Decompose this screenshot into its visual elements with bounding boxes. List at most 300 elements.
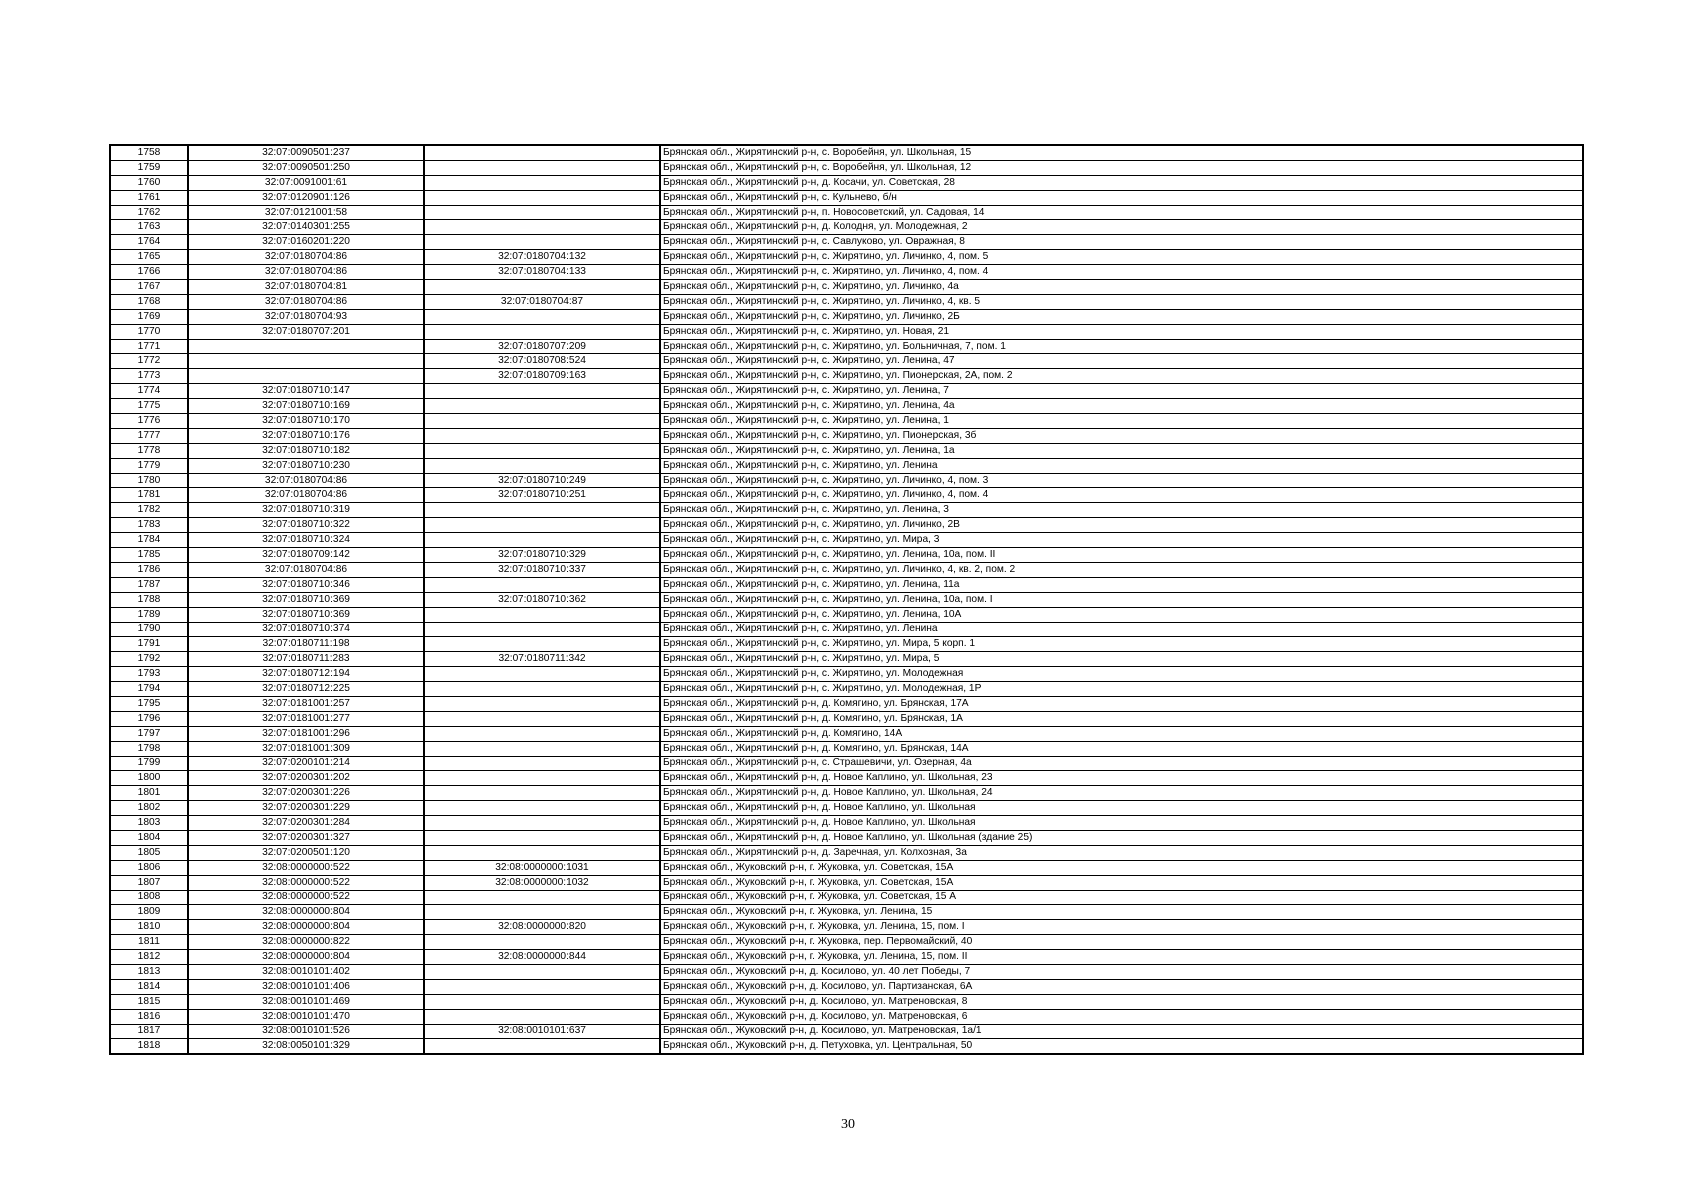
cadastral-number-cell: 32:07:0180710:319 [188,503,424,518]
cadastral-number-cell: 32:07:0181001:257 [188,696,424,711]
cadastral-number-cell: 32:07:0121001:58 [188,205,424,220]
cadastral-number-cell: 32:07:0180710:369 [188,592,424,607]
address-cell: Брянская обл., Жирятинский р-н, с. Жирятино, ул. Пионерская, 2А, пом. 2 [660,369,1583,384]
part-cadastral-number-cell: 32:07:0180710:362 [424,592,660,607]
table-row [110,905,1583,920]
row-number-cell: 1778 [110,443,188,458]
part-cadastral-number-cell: 32:07:0180704:87 [424,294,660,309]
table-row [110,622,1583,637]
table-row [110,756,1583,771]
cadastral-number-cell: 32:07:0180704:86 [188,250,424,265]
cadastral-number-cell: 32:07:0120901:126 [188,190,424,205]
cadastral-number-cell: 32:07:0180710:346 [188,577,424,592]
cadastral-number-cell: 32:07:0180711:283 [188,652,424,667]
row-number-cell: 1759 [110,160,188,175]
address-cell: Брянская обл., Жирятинский р-н, с. Жирятино, ул. Ленина, 4а [660,399,1583,414]
address-cell: Брянская обл., Жирятинский р-н, п. Новосоветский, ул. Садовая, 14 [660,205,1583,220]
row-number-cell: 1799 [110,756,188,771]
part-cadastral-number-cell [424,577,660,592]
part-cadastral-number-cell: 32:07:0180704:133 [424,265,660,280]
address-cell: Брянская обл., Жирятинский р-н, д. Комягино, ул. Брянская, 17А [660,696,1583,711]
part-cadastral-number-cell [424,443,660,458]
table-row [110,458,1583,473]
address-cell: Брянская обл., Жирятинский р-н, д. Колодня, ул. Молодежная, 2 [660,220,1583,235]
part-cadastral-number-cell [424,979,660,994]
table-row [110,637,1583,652]
table-row [110,741,1583,756]
part-cadastral-number-cell: 32:07:0180708:524 [424,354,660,369]
table-row [110,339,1583,354]
part-cadastral-number-cell [424,414,660,429]
part-cadastral-number-cell: 32:07:0180707:209 [424,339,660,354]
row-number-cell: 1818 [110,1039,188,1054]
part-cadastral-number-cell: 32:07:0180710:329 [424,548,660,563]
part-cadastral-number-cell [424,1039,660,1054]
table-row [110,503,1583,518]
part-cadastral-number-cell [424,280,660,295]
cadastral-number-cell: 32:07:0180710:322 [188,518,424,533]
part-cadastral-number-cell [424,801,660,816]
part-cadastral-number-cell [424,786,660,801]
address-cell: Брянская обл., Жирятинский р-н, д. Комягино, ул. Брянская, 1А [660,711,1583,726]
table-row [110,920,1583,935]
row-number-cell: 1803 [110,816,188,831]
address-cell: Брянская обл., Жуковский р-н, д. Косилово, ул. Матреновская, 1а/1 [660,1024,1583,1039]
part-cadastral-number-cell: 32:08:0010101:637 [424,1024,660,1039]
cadastral-number-cell: 32:07:0140301:255 [188,220,424,235]
row-number-cell: 1782 [110,503,188,518]
part-cadastral-number-cell [424,324,660,339]
cadastral-number-cell: 32:07:0090501:237 [188,145,424,160]
part-cadastral-number-cell: 32:07:0180709:163 [424,369,660,384]
cadastral-number-cell: 32:07:0200301:327 [188,830,424,845]
cadastral-number-cell: 32:08:0000000:804 [188,920,424,935]
table-row [110,309,1583,324]
address-cell: Брянская обл., Жуковский р-н, г. Жуковка, ул. Ленина, 15 [660,905,1583,920]
table-row [110,265,1583,280]
part-cadastral-number-cell [424,771,660,786]
row-number-cell: 1808 [110,890,188,905]
row-number-cell: 1796 [110,711,188,726]
table-row [110,726,1583,741]
cadastral-number-cell: 32:07:0181001:309 [188,741,424,756]
cadastral-number-cell: 32:08:0050101:329 [188,1039,424,1054]
table-row [110,324,1583,339]
table-row [110,518,1583,533]
cadastral-number-cell: 32:07:0180710:324 [188,533,424,548]
row-number-cell: 1790 [110,622,188,637]
cadastral-number-cell: 32:07:0180709:142 [188,548,424,563]
part-cadastral-number-cell [424,816,660,831]
address-cell: Брянская обл., Жирятинский р-н, д. Новое Каплино, ул. Школьная, 24 [660,786,1583,801]
table-row [110,860,1583,875]
table-row [110,667,1583,682]
part-cadastral-number-cell: 32:07:0180710:249 [424,473,660,488]
table-row [110,399,1583,414]
part-cadastral-number-cell: 32:07:0180711:342 [424,652,660,667]
cadastral-number-cell: 32:07:0180710:147 [188,384,424,399]
table-row [110,488,1583,503]
row-number-cell: 1815 [110,994,188,1009]
part-cadastral-number-cell [424,994,660,1009]
row-number-cell: 1814 [110,979,188,994]
address-cell: Брянская обл., Жирятинский р-н, д. Заречная, ул. Колхозная, 3а [660,845,1583,860]
cadastral-number-cell: 32:08:0000000:804 [188,905,424,920]
address-cell: Брянская обл., Жирятинский р-н, с. Жирятино, ул. Ленина [660,458,1583,473]
table-row [110,443,1583,458]
table-row [110,592,1583,607]
row-number-cell: 1816 [110,1009,188,1024]
address-cell: Брянская обл., Жирятинский р-н, с. Жирятино, ул. Молодежная [660,667,1583,682]
address-cell: Брянская обл., Жирятинский р-н, с. Жирятино, ул. Ленина, 10а, пом. II [660,548,1583,563]
cadastral-number-cell: 32:08:0010101:469 [188,994,424,1009]
address-cell: Брянская обл., Жуковский р-н, г. Жуковка, пер. Первомайский, 40 [660,935,1583,950]
address-cell: Брянская обл., Жирятинский р-н, с. Жирятино, ул. Ленина, 10а, пом. I [660,592,1583,607]
table-row [110,845,1583,860]
row-number-cell: 1781 [110,488,188,503]
address-cell: Брянская обл., Жирятинский р-н, с. Жирятино, ул. Больничная, 7, пом. 1 [660,339,1583,354]
table-row [110,428,1583,443]
row-number-cell: 1793 [110,667,188,682]
cadastral-number-cell: 32:07:0200301:284 [188,816,424,831]
cadastral-number-cell: 32:07:0091001:61 [188,175,424,190]
row-number-cell: 1762 [110,205,188,220]
address-cell: Брянская обл., Жирятинский р-н, д. Комягино, ул. Брянская, 14А [660,741,1583,756]
row-number-cell: 1774 [110,384,188,399]
table-row [110,771,1583,786]
row-number-cell: 1773 [110,369,188,384]
table-row [110,994,1583,1009]
part-cadastral-number-cell [424,711,660,726]
cadastral-number-cell: 32:07:0090501:250 [188,160,424,175]
address-cell: Брянская обл., Жирятинский р-н, с. Савлуково, ул. Овражная, 8 [660,235,1583,250]
address-cell: Брянская обл., Жирятинский р-н, с. Жирятино, ул. Мира, 5 корп. 1 [660,637,1583,652]
address-cell: Брянская обл., Жирятинский р-н, с. Жирятино, ул. Личинко, 4, пом. 4 [660,488,1583,503]
cadastral-number-cell: 32:07:0180710:369 [188,607,424,622]
cadastral-number-cell: 32:08:0010101:402 [188,964,424,979]
address-cell: Брянская обл., Жирятинский р-н, д. Новое Каплино, ул. Школьная, 23 [660,771,1583,786]
cadastral-number-cell: 32:08:0010101:526 [188,1024,424,1039]
row-number-cell: 1766 [110,265,188,280]
row-number-cell: 1767 [110,280,188,295]
row-number-cell: 1761 [110,190,188,205]
part-cadastral-number-cell [424,190,660,205]
cadastral-number-cell: 32:07:0180704:86 [188,473,424,488]
address-cell: Брянская обл., Жирятинский р-н, с. Жирятино, ул. Личинко, 4, кв. 2, пом. 2 [660,562,1583,577]
row-number-cell: 1770 [110,324,188,339]
part-cadastral-number-cell [424,890,660,905]
part-cadastral-number-cell [424,726,660,741]
row-number-cell: 1800 [110,771,188,786]
part-cadastral-number-cell [424,607,660,622]
cadastral-number-cell: 32:07:0180707:201 [188,324,424,339]
address-cell: Брянская обл., Жирятинский р-н, с. Жирятино, ул. Личинко, 2Б [660,309,1583,324]
table-row [110,682,1583,697]
table-row [110,473,1583,488]
cadastral-number-cell: 32:08:0010101:406 [188,979,424,994]
row-number-cell: 1777 [110,428,188,443]
row-number-cell: 1785 [110,548,188,563]
row-number-cell: 1802 [110,801,188,816]
table-row [110,652,1583,667]
table-row [110,354,1583,369]
part-cadastral-number-cell: 32:08:0000000:844 [424,950,660,965]
part-cadastral-number-cell [424,220,660,235]
part-cadastral-number-cell: 32:07:0180704:132 [424,250,660,265]
cadastral-number-cell: 32:07:0180712:194 [188,667,424,682]
address-cell: Брянская обл., Жирятинский р-н, с. Жирятино, ул. Ленина, 7 [660,384,1583,399]
cadastral-number-cell: 32:07:0180710:230 [188,458,424,473]
address-cell: Брянская обл., Жирятинский р-н, д. Косачи, ул. Советская, 28 [660,175,1583,190]
table-row [110,830,1583,845]
cadastral-number-cell [188,339,424,354]
cadastral-number-cell [188,354,424,369]
address-cell: Брянская обл., Жуковский р-н, г. Жуковка, ул. Советская, 15А [660,875,1583,890]
cadastral-number-cell: 32:07:0180710:176 [188,428,424,443]
address-cell: Брянская обл., Жуковский р-н, д. Косилово, ул. 40 лет Победы, 7 [660,964,1583,979]
part-cadastral-number-cell [424,503,660,518]
cadastral-number-cell: 32:07:0180704:86 [188,265,424,280]
address-cell: Брянская обл., Жирятинский р-н, с. Жирятино, ул. Мира, 5 [660,652,1583,667]
row-number-cell: 1809 [110,905,188,920]
table-row [110,145,1583,160]
property-table [109,144,1584,1055]
table-row [110,1039,1583,1054]
address-cell: Брянская обл., Жирятинский р-н, с. Жирятино, ул. Ленина, 1 [660,414,1583,429]
row-number-cell: 1771 [110,339,188,354]
address-cell: Брянская обл., Жирятинский р-н, с. Жирятино, ул. Личинко, 4, пом. 3 [660,473,1583,488]
table-row [110,786,1583,801]
address-cell: Брянская обл., Жуковский р-н, д. Косилово, ул. Матреновская, 8 [660,994,1583,1009]
table-row [110,696,1583,711]
part-cadastral-number-cell [424,964,660,979]
row-number-cell: 1760 [110,175,188,190]
part-cadastral-number-cell [424,309,660,324]
part-cadastral-number-cell [424,458,660,473]
part-cadastral-number-cell: 32:08:0000000:820 [424,920,660,935]
row-number-cell: 1804 [110,830,188,845]
row-number-cell: 1807 [110,875,188,890]
address-cell: Брянская обл., Жирятинский р-н, д. Комягино, 14А [660,726,1583,741]
address-cell: Брянская обл., Жирятинский р-н, с. Жирятино, ул. Личинко, 4а [660,280,1583,295]
cadastral-number-cell: 32:08:0000000:804 [188,950,424,965]
table-row [110,562,1583,577]
address-cell: Брянская обл., Жуковский р-н, д. Косилово, ул. Матреновская, 6 [660,1009,1583,1024]
table-row [110,384,1583,399]
row-number-cell: 1758 [110,145,188,160]
table-row [110,577,1583,592]
row-number-cell: 1779 [110,458,188,473]
address-cell: Брянская обл., Жирятинский р-н, с. Жирятино, ул. Пионерская, 3б [660,428,1583,443]
cadastral-number-cell: 32:07:0180704:86 [188,562,424,577]
part-cadastral-number-cell [424,533,660,548]
row-number-cell: 1810 [110,920,188,935]
part-cadastral-number-cell: 32:07:0180710:337 [424,562,660,577]
row-number-cell: 1798 [110,741,188,756]
part-cadastral-number-cell [424,696,660,711]
row-number-cell: 1792 [110,652,188,667]
row-number-cell: 1772 [110,354,188,369]
part-cadastral-number-cell [424,175,660,190]
cadastral-number-cell: 32:07:0180712:225 [188,682,424,697]
address-cell: Брянская обл., Жирятинский р-н, д. Новое Каплино, ул. Школьная [660,801,1583,816]
address-cell: Брянская обл., Жирятинский р-н, с. Кульнево, б/н [660,190,1583,205]
cadastral-number-cell: 32:07:0200301:229 [188,801,424,816]
table-row [110,205,1583,220]
part-cadastral-number-cell [424,235,660,250]
address-cell: Брянская обл., Жирятинский р-н, с. Жирятино, ул. Личинко, 4, пом. 4 [660,265,1583,280]
part-cadastral-number-cell [424,935,660,950]
part-cadastral-number-cell [424,428,660,443]
row-number-cell: 1797 [110,726,188,741]
row-number-cell: 1787 [110,577,188,592]
address-cell: Брянская обл., Жирятинский р-н, с. Жирятино, ул. Личинко, 4, кв. 5 [660,294,1583,309]
part-cadastral-number-cell: 32:07:0180710:251 [424,488,660,503]
row-number-cell: 1780 [110,473,188,488]
row-number-cell: 1775 [110,399,188,414]
cadastral-number-cell: 32:07:0180710:170 [188,414,424,429]
row-number-cell: 1763 [110,220,188,235]
row-number-cell: 1768 [110,294,188,309]
part-cadastral-number-cell [424,384,660,399]
row-number-cell: 1784 [110,533,188,548]
address-cell: Брянская обл., Жирятинский р-н, с. Жирятино, ул. Молодежная, 1Р [660,682,1583,697]
table-row [110,250,1583,265]
table-row [110,190,1583,205]
table-row [110,220,1583,235]
cadastral-number-cell: 32:07:0160201:220 [188,235,424,250]
table-row [110,875,1583,890]
table-row [110,280,1583,295]
address-cell: Брянская обл., Жуковский р-н, д. Косилово, ул. Партизанская, 6А [660,979,1583,994]
cadastral-number-cell: 32:07:0180704:81 [188,280,424,295]
table-body [110,145,1583,1054]
cadastral-number-cell: 32:07:0200301:226 [188,786,424,801]
cadastral-number-cell: 32:07:0180704:86 [188,294,424,309]
cadastral-number-cell: 32:07:0200101:214 [188,756,424,771]
address-cell: Брянская обл., Жирятинский р-н, с. Жирятино, ул. Новая, 21 [660,324,1583,339]
row-number-cell: 1812 [110,950,188,965]
table-row [110,1024,1583,1039]
part-cadastral-number-cell [424,682,660,697]
part-cadastral-number-cell [424,1009,660,1024]
row-number-cell: 1817 [110,1024,188,1039]
table-row [110,160,1583,175]
row-number-cell: 1764 [110,235,188,250]
part-cadastral-number-cell [424,622,660,637]
address-cell: Брянская обл., Жирятинский р-н, с. Жирятино, ул. Ленина, 47 [660,354,1583,369]
part-cadastral-number-cell [424,667,660,682]
table-row [110,801,1583,816]
cadastral-number-cell [188,369,424,384]
part-cadastral-number-cell [424,205,660,220]
part-cadastral-number-cell [424,741,660,756]
row-number-cell: 1788 [110,592,188,607]
cadastral-number-cell: 32:08:0000000:822 [188,935,424,950]
row-number-cell: 1791 [110,637,188,652]
part-cadastral-number-cell [424,830,660,845]
part-cadastral-number-cell [424,756,660,771]
part-cadastral-number-cell [424,160,660,175]
part-cadastral-number-cell: 32:08:0000000:1031 [424,860,660,875]
cadastral-number-cell: 32:08:0000000:522 [188,875,424,890]
address-cell: Брянская обл., Жуковский р-н, д. Петуховка, ул. Центральная, 50 [660,1039,1583,1054]
row-number-cell: 1794 [110,682,188,697]
cadastral-number-cell: 32:07:0181001:277 [188,711,424,726]
row-number-cell: 1795 [110,696,188,711]
table-row [110,1009,1583,1024]
address-cell: Брянская обл., Жирятинский р-н, с. Жирятино, ул. Ленина, 3 [660,503,1583,518]
cadastral-number-cell: 32:07:0180710:182 [188,443,424,458]
part-cadastral-number-cell [424,399,660,414]
row-number-cell: 1813 [110,964,188,979]
cadastral-number-cell: 32:07:0180704:86 [188,488,424,503]
cadastral-number-cell: 32:08:0010101:470 [188,1009,424,1024]
row-number-cell: 1769 [110,309,188,324]
row-number-cell: 1789 [110,607,188,622]
table-row [110,979,1583,994]
row-number-cell: 1783 [110,518,188,533]
address-cell: Брянская обл., Жирятинский р-н, д. Новое Каплино, ул. Школьная (здание 25) [660,830,1583,845]
row-number-cell: 1805 [110,845,188,860]
address-cell: Брянская обл., Жуковский р-н, г. Жуковка, ул. Советская, 15А [660,860,1583,875]
cadastral-number-cell: 32:07:0180710:374 [188,622,424,637]
table-row [110,294,1583,309]
table-row [110,935,1583,950]
row-number-cell: 1806 [110,860,188,875]
page-number: 30 [841,1117,855,1132]
address-cell: Брянская обл., Жирятинский р-н, с. Жирятино, ул. Личинко, 4, пом. 5 [660,250,1583,265]
address-cell: Брянская обл., Жирятинский р-н, с. Жирятино, ул. Ленина [660,622,1583,637]
table-row [110,414,1583,429]
part-cadastral-number-cell [424,518,660,533]
table-row [110,950,1583,965]
row-number-cell: 1801 [110,786,188,801]
cadastral-number-cell: 32:07:0180704:93 [188,309,424,324]
address-cell: Брянская обл., Жирятинский р-н, с. Жирятино, ул. Ленина, 1а [660,443,1583,458]
table-row [110,964,1583,979]
table-row [110,816,1583,831]
row-number-cell: 1811 [110,935,188,950]
cadastral-number-cell: 32:07:0181001:296 [188,726,424,741]
address-cell: Брянская обл., Жирятинский р-н, с. Жирятино, ул. Ленина, 10А [660,607,1583,622]
part-cadastral-number-cell [424,845,660,860]
cadastral-number-cell: 32:07:0200501:120 [188,845,424,860]
table-row [110,548,1583,563]
address-cell: Брянская обл., Жирятинский р-н, д. Новое Каплино, ул. Школьная [660,816,1583,831]
part-cadastral-number-cell: 32:08:0000000:1032 [424,875,660,890]
cadastral-number-cell: 32:07:0180710:169 [188,399,424,414]
table-row [110,235,1583,250]
address-cell: Брянская обл., Жирятинский р-н, с. Страшевичи, ул. Озерная, 4а [660,756,1583,771]
table-row [110,890,1583,905]
part-cadastral-number-cell [424,905,660,920]
table-row [110,607,1583,622]
cadastral-number-cell: 32:07:0180711:198 [188,637,424,652]
table-row [110,175,1583,190]
cadastral-number-cell: 32:08:0000000:522 [188,860,424,875]
row-number-cell: 1776 [110,414,188,429]
address-cell: Брянская обл., Жирятинский р-н, с. Жирятино, ул. Ленина, 11а [660,577,1583,592]
table-row [110,711,1583,726]
address-cell: Брянская обл., Жирятинский р-н, с. Жирятино, ул. Мира, 3 [660,533,1583,548]
address-cell: Брянская обл., Жирятинский р-н, с. Воробейня, ул. Школьная, 15 [660,145,1583,160]
address-cell: Брянская обл., Жуковский р-н, г. Жуковка, ул. Советская, 15 А [660,890,1583,905]
table-row [110,369,1583,384]
part-cadastral-number-cell [424,145,660,160]
cadastral-number-cell: 32:07:0200301:202 [188,771,424,786]
cadastral-number-cell: 32:08:0000000:522 [188,890,424,905]
